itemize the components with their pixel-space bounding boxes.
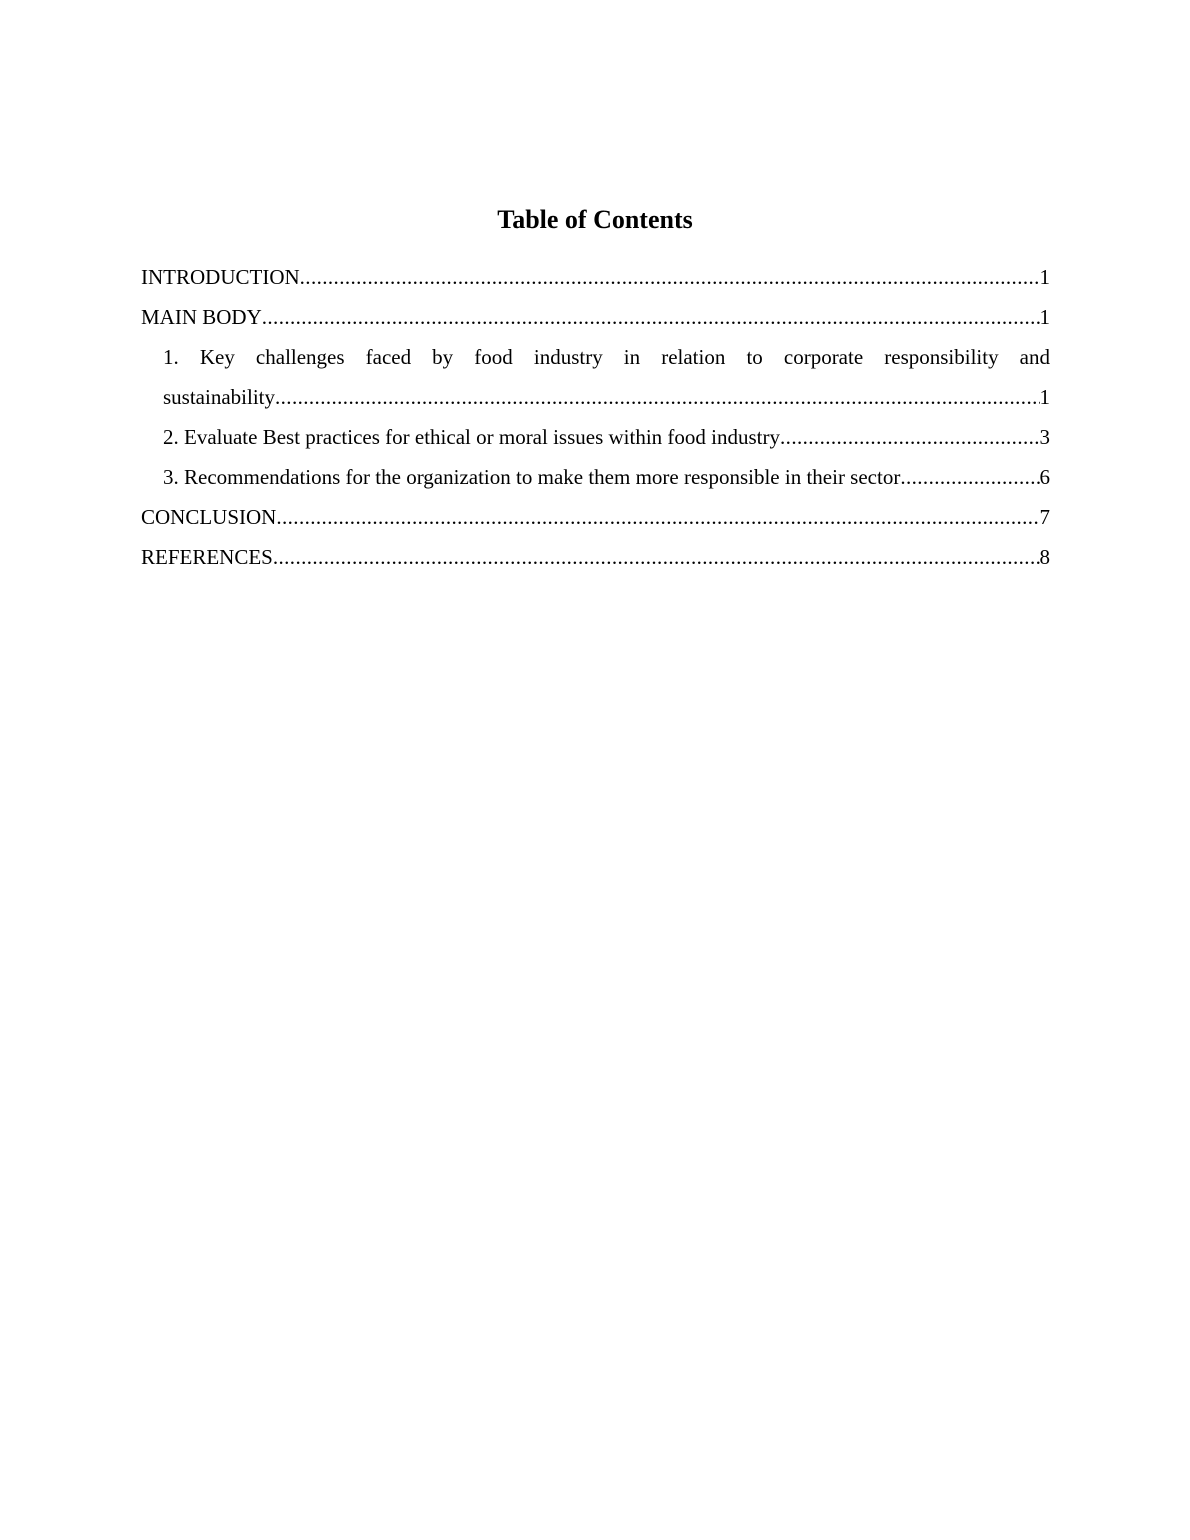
toc-entry-label-line-2: sustainability [163, 385, 275, 409]
toc-entry-label: CONCLUSION [141, 505, 277, 529]
toc-entry-label: REFERENCES [141, 545, 273, 569]
dot-leader [275, 377, 1040, 417]
toc-entry-label: 2. Evaluate Best practices for ethical or moral issues within food industry [163, 425, 781, 449]
toc-entry-references[interactable] [141, 537, 1050, 577]
dot-leader [273, 537, 1040, 577]
dot-leader [262, 297, 1040, 337]
toc-entry-page-number: 1 [1039, 265, 1050, 289]
dot-leader [276, 497, 1039, 537]
toc-entry-page-number: 6 [1039, 465, 1050, 489]
toc-title: Table of Contents [497, 205, 693, 234]
toc-entry-label-line-1: 1. Key challenges faced by food industry in relation to corporate responsibility and [163, 345, 1050, 369]
toc-entry-page-number: 1 [1039, 385, 1050, 409]
toc-entry-page-number: 8 [1039, 545, 1050, 569]
toc-entry-label: INTRODUCTION [141, 265, 300, 289]
dot-leader [900, 457, 1039, 497]
toc-entry-conclusion[interactable] [141, 497, 1050, 537]
toc-entry-key-challenges[interactable] [141, 337, 1050, 417]
toc-entry-page-number: 3 [1039, 425, 1050, 449]
toc-entry-page-number: 1 [1039, 305, 1050, 329]
toc-entry-recommendations[interactable] [141, 457, 1050, 497]
toc-entry-line-2 [163, 377, 1050, 417]
toc-entry-main-body[interactable] [141, 297, 1050, 337]
table-of-contents [141, 257, 1050, 577]
toc-entry-best-practices[interactable] [141, 417, 1050, 457]
dot-leader [300, 257, 1040, 297]
toc-entry-label: 3. Recommendations for the organization to make them more responsible in their sector [163, 465, 901, 489]
toc-entry-label: MAIN BODY [141, 305, 262, 329]
toc-entry-introduction[interactable] [141, 257, 1050, 297]
dot-leader [780, 417, 1039, 457]
toc-entry-page-number: 7 [1039, 505, 1050, 529]
